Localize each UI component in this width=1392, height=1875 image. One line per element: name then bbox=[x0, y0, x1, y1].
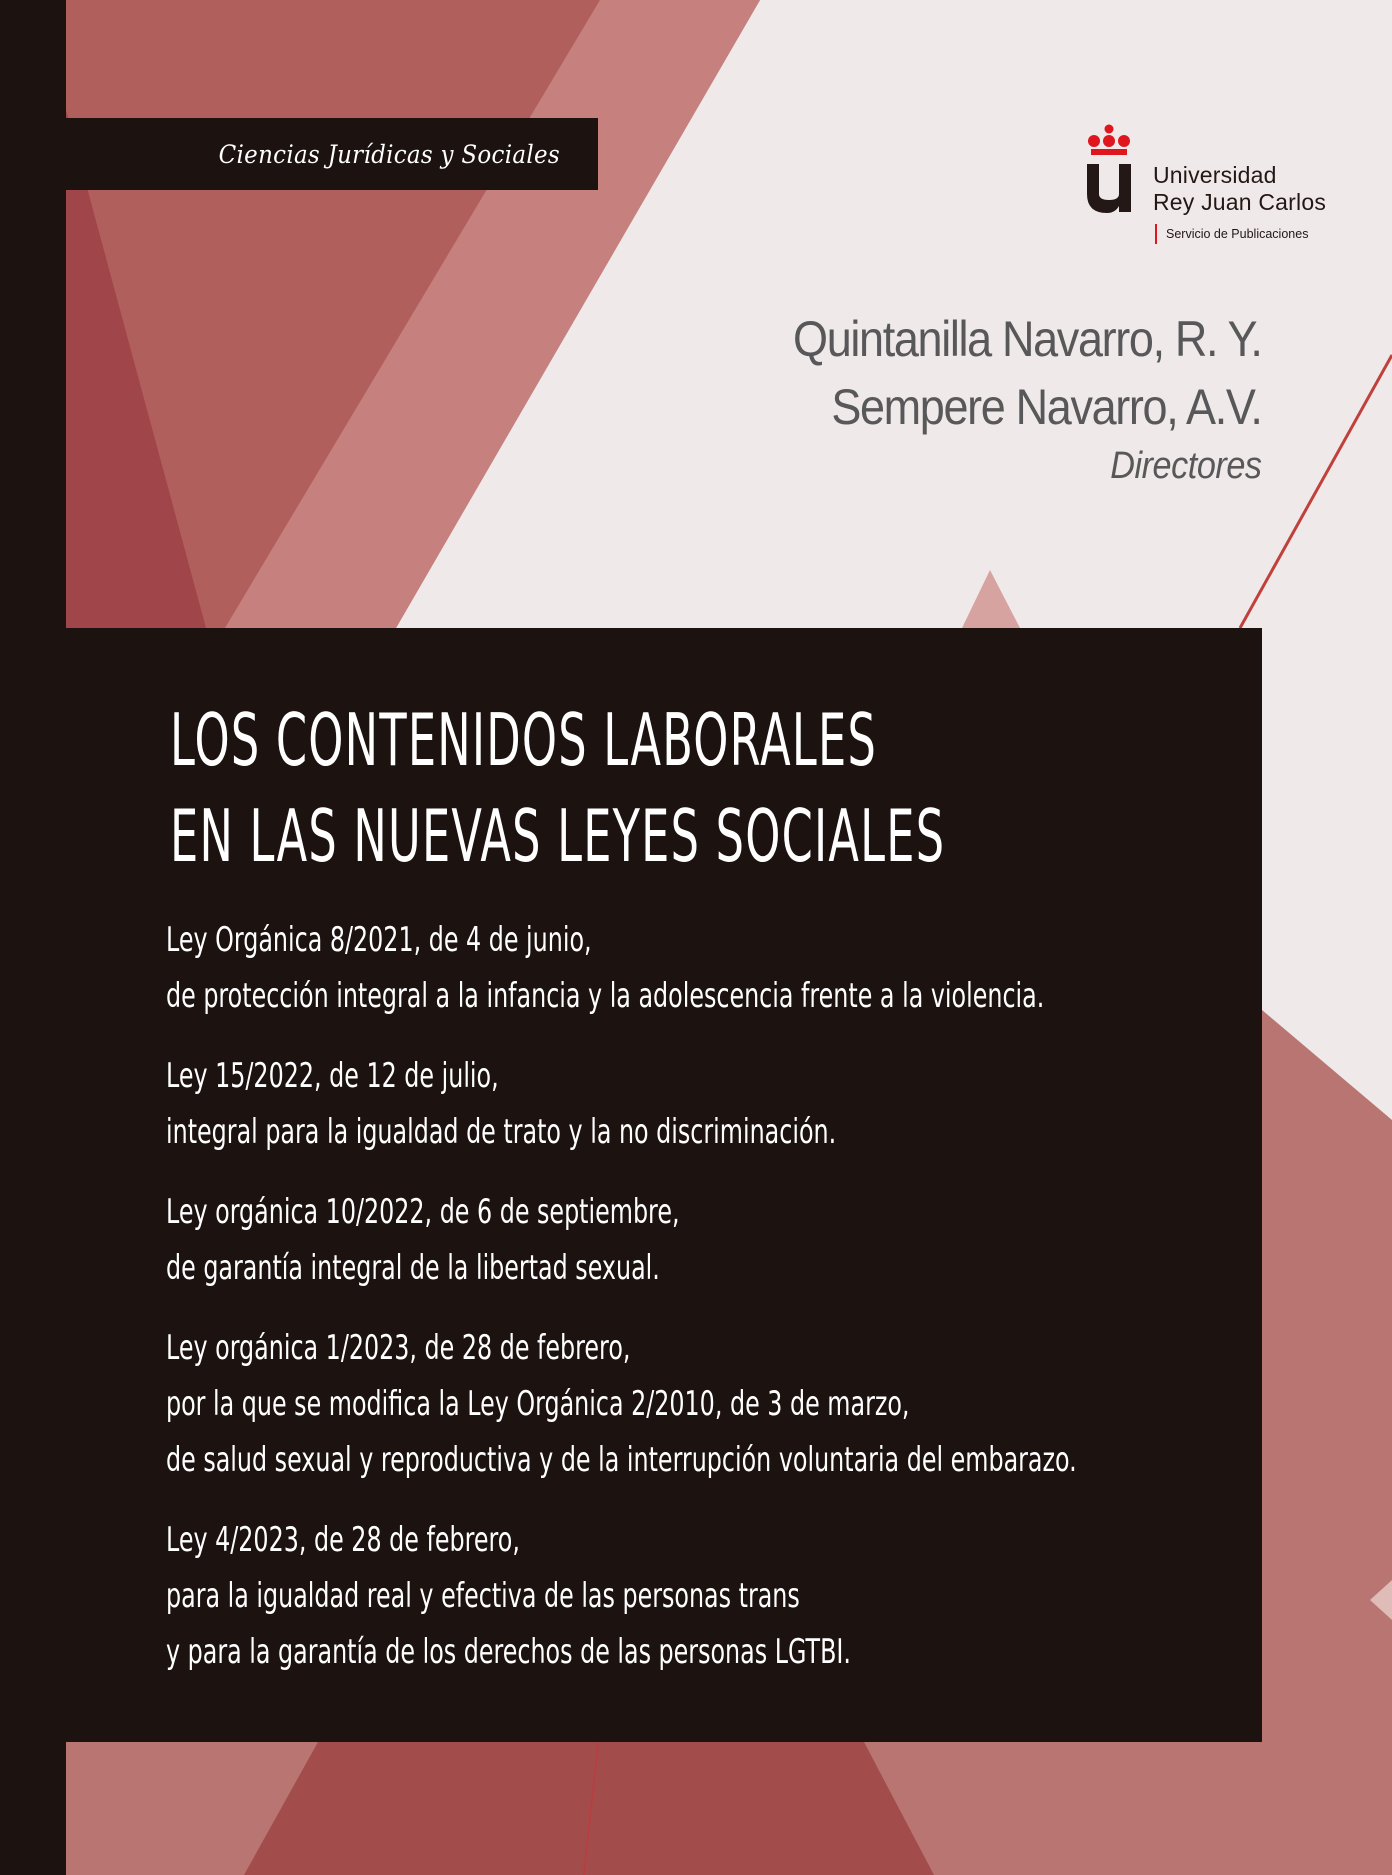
law-line: Ley orgánica 1/2023, de 28 de febrero, bbox=[166, 1328, 631, 1368]
series-banner bbox=[66, 118, 598, 190]
laws-list bbox=[166, 912, 1262, 1680]
publisher-name-line2: Rey Juan Carlos bbox=[1153, 189, 1327, 215]
law-line: de protección integral a la infancia y la adolescencia frente a la violencia. bbox=[166, 976, 1045, 1016]
author-name: Sempere Navarro, A.V. bbox=[831, 379, 1262, 435]
law-line: por la que se modifica la Ley Orgánica 2/2010, de 3 de marzo, bbox=[166, 1384, 910, 1424]
left-black-strip bbox=[0, 0, 66, 1875]
urjc-crown-u-icon bbox=[1085, 124, 1133, 214]
law-entry bbox=[166, 1512, 1262, 1680]
law-line: Ley orgánica 10/2022, de 6 de septiembre, bbox=[166, 1192, 680, 1232]
law-entry bbox=[166, 1320, 1262, 1488]
bottom-red-trapezoid bbox=[244, 1742, 934, 1875]
department-label: Servicio de Publicaciones bbox=[1166, 227, 1309, 241]
main-title-panel bbox=[66, 628, 1262, 1742]
law-line: Ley 15/2022, de 12 de julio, bbox=[166, 1056, 499, 1096]
publisher-name-line1: Universidad bbox=[1153, 162, 1277, 188]
law-line: de garantía integral de la libertad sexual. bbox=[166, 1248, 660, 1288]
law-entry bbox=[166, 1048, 1262, 1160]
department-divider bbox=[1155, 224, 1157, 244]
publisher-department bbox=[1155, 224, 1308, 244]
accent-diagonal-line bbox=[1240, 355, 1392, 628]
law-entry bbox=[166, 912, 1262, 1024]
law-line: Ley Orgánica 8/2021, de 4 de junio, bbox=[166, 920, 592, 960]
law-line: y para la garantía de los derechos de las personas LGTBI. bbox=[166, 1632, 851, 1672]
title-line: LOS CONTENIDOS LABORALES bbox=[170, 698, 878, 782]
law-line: de salud sexual y reproductiva y de la interrupción voluntaria del embarazo. bbox=[166, 1440, 1077, 1480]
authors-block bbox=[741, 305, 1262, 491]
author-role: Directores bbox=[1110, 445, 1262, 487]
book-title bbox=[166, 692, 1262, 884]
author-name: Quintanilla Navarro, R. Y. bbox=[793, 311, 1262, 367]
law-line: integral para la igualdad de trato y la no discriminación. bbox=[166, 1112, 837, 1152]
small-pink-triangle bbox=[962, 570, 1020, 628]
series-title: Ciencias Jurídicas y Sociales bbox=[218, 139, 560, 169]
publisher-name bbox=[1153, 162, 1326, 216]
law-entry bbox=[166, 1184, 1262, 1296]
publisher-logo bbox=[1085, 124, 1345, 254]
law-line: para la igualdad real y efectiva de las personas trans bbox=[166, 1576, 800, 1616]
title-line: EN LAS NUEVAS LEYES SOCIALES bbox=[170, 794, 946, 878]
law-line: Ley 4/2023, de 28 de febrero, bbox=[166, 1520, 520, 1560]
